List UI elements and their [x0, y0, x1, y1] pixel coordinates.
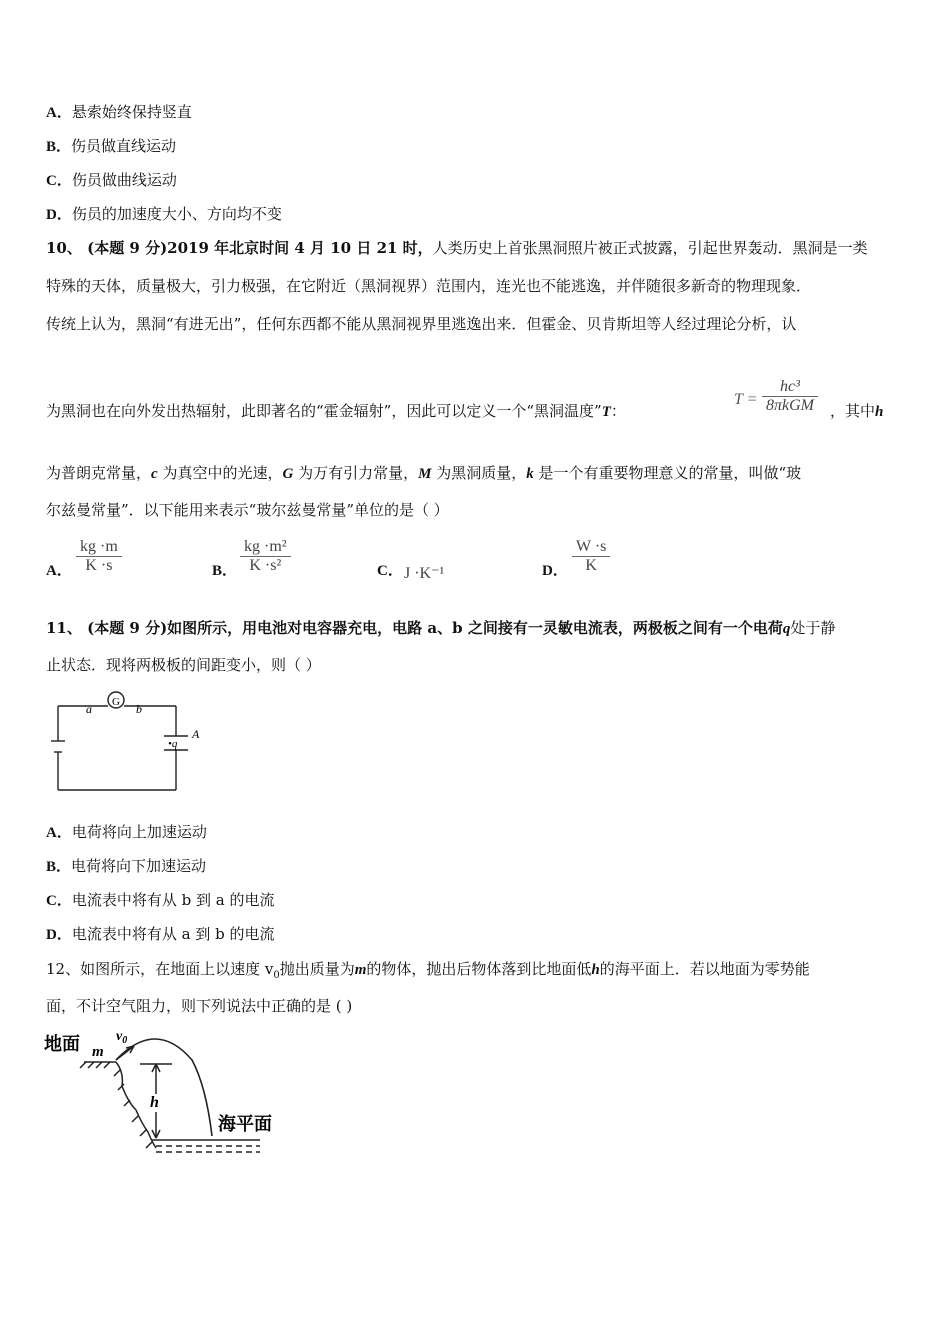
- q11-option-c: C．电流表中将有从 b 到 a 的电流: [46, 891, 275, 909]
- q11-line-1: 11、 (本题 9 分)如图所示，用电池对电容器充电，电路 a、b 之间接有一灵敏电流表，两极板之间有一个电荷q处于静: [46, 619, 836, 637]
- q10-option-b-label: B．: [212, 563, 238, 579]
- q12-line-1-run: 0: [273, 970, 280, 981]
- q11-option-d: D．电流表中将有从 a 到 b 的电流: [46, 925, 275, 943]
- q10-option-c-unit: J ·K⁻¹: [404, 565, 445, 582]
- q10-option-d-label: D．: [542, 563, 568, 579]
- mass-label: m: [92, 1044, 104, 1060]
- q10-line-5-run: M: [418, 466, 432, 482]
- q10-line-5-run: c: [151, 466, 158, 482]
- q12-line-1-run: 12、如图所示，在地面上以速度 v: [46, 960, 274, 978]
- q12-line-2: 面，不计空气阻力，则下列说法中正确的是 ( ): [46, 997, 353, 1015]
- q10-line-6: 尔兹曼常量”．以下能用来表示“玻尔兹曼常量”单位的是（ ）: [46, 501, 449, 519]
- label-b: b: [136, 702, 142, 716]
- q10-line-4-tail: ，其中h: [830, 402, 884, 420]
- q11-line-2: 止状态．现将两极板的间距变小，则（ ）: [46, 656, 321, 674]
- q10-line-5-run: 是一个有重要物理意义的常量，叫做“玻: [533, 464, 802, 482]
- q12-line-1-run: m: [354, 962, 367, 978]
- q11-option-b: B．电荷将向下加速运动: [46, 857, 207, 875]
- q10-line-5-run: 为普朗克常量，: [46, 464, 152, 482]
- height-label: h: [150, 1094, 159, 1111]
- q10-line-1: 10、 (本题 9 分)2019 年北京时间 4 月 10 日 21 时，人类历史上首张黑洞照片被正式披露，引起世界轰动．黑洞是一类: [46, 239, 868, 257]
- q9-option-d: D．伤员的加速度大小、方向均不变: [46, 205, 282, 223]
- q10-option-a-label: A．: [46, 563, 72, 579]
- q10-line-5-run: 为真空中的光速，: [157, 464, 283, 482]
- q9-option-a: A．悬索始终保持竖直: [46, 103, 192, 121]
- q12-line-1: [46, 959, 810, 986]
- q10-line-3: 传统上认为，黑洞“有进无出”，任何东西都不能从黑洞视界里逃逸出来．但霍金、贝肯斯坦等人经过理论分析，认: [46, 315, 797, 333]
- projectile-cliff-figure: [44, 1024, 284, 1164]
- q12-line-1-run: h: [591, 962, 600, 978]
- q9-option-c: C．伤员做曲线运动: [46, 171, 177, 189]
- capacitor-circuit-figure: [46, 686, 206, 796]
- q10-line-5-run: k: [526, 466, 534, 482]
- q10-option-b-unit: kg ·m² K ·s²: [240, 538, 291, 575]
- q10-option-a-unit: kg ·m K ·s: [76, 538, 122, 575]
- q10-line-2: 特殊的天体，质量极大，引力极强，在它附近（黑洞视界）范围内，连光也不能逃逸，并伴随很多新奇的物理现象．: [46, 277, 812, 295]
- plate-a-label: A: [192, 727, 200, 741]
- q10-line-5-run: 为万有引力常量，: [293, 464, 419, 482]
- q9-option-b: B．伤员做直线运动: [46, 137, 177, 155]
- galvanometer-label: G: [112, 696, 120, 708]
- velocity-label: $v_0$: [116, 1029, 128, 1046]
- charge-q-label: •q: [168, 738, 178, 750]
- q12-line-1-run: 的海平面上．若以地面为零势能: [599, 960, 810, 978]
- q10-line-5-run: 为黑洞质量，: [431, 464, 527, 482]
- formula-lhs: T =: [734, 391, 758, 408]
- ground-label: 地面: [44, 1034, 80, 1055]
- q12-line-1-run: 抛出质量为: [279, 960, 355, 978]
- q10-line-5: [46, 463, 801, 484]
- q11-option-a: A．电荷将向上加速运动: [46, 823, 207, 841]
- q10-line-4: 为黑洞也在向外发出热辐射，此即著名的“霍金辐射”，因此可以定义一个“黑洞温度”T：: [46, 402, 626, 420]
- black-hole-temperature-formula: hc³ 8πkGM: [762, 378, 818, 415]
- q12-line-1-run: 的物体，抛出后物体落到比地面低: [366, 960, 592, 978]
- sea-level-label: 海平面: [218, 1114, 272, 1135]
- label-a: a: [86, 702, 92, 716]
- q10-line-5-run: G: [282, 466, 294, 482]
- q10-option-d-unit: W ·s K: [572, 538, 610, 575]
- q10-option-c-label: C．: [377, 563, 403, 579]
